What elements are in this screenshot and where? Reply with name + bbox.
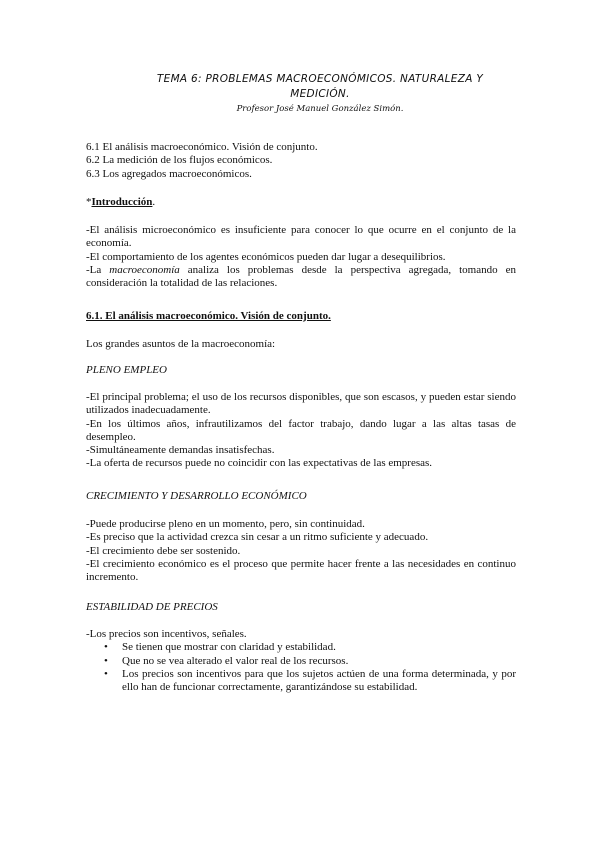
list-item: • Que no se vea alterado el valor real de los recursos.	[86, 655, 516, 668]
intro-p3-post: analiza los problemas desde la perspectiva agregada, tomando en consideración la totalidad de las relaciones.	[86, 263, 516, 290]
crecimiento-paragraph: -Puede producirse pleno en un momento, pero, sin continuidad.	[86, 518, 365, 530]
toc-item: 6.2 La medición de los flujos económicos.	[86, 154, 273, 167]
table-of-contents	[86, 141, 516, 181]
section-6-1-title: 6.1. El análisis macroeconómico. Visión de conjunto.	[86, 310, 331, 322]
list-item: • Los precios son incentivos para que los sujetos actúen de una forma determinada, y por ello han de funcionar correctamente, garantizándose su estabilidad.	[86, 668, 516, 695]
document-author: Profesor José Manuel González Simón.	[236, 104, 404, 114]
crecimiento-heading: CRECIMIENTO Y DESARROLLO ECONÓMICO	[86, 490, 307, 502]
estabilidad-paragraphs	[86, 628, 516, 694]
pleno-empleo-heading: PLENO EMPLEO	[86, 364, 167, 376]
pleno-paragraph: -En los últimos años, infrautilizamos del factor trabajo, dando lugar a las altas tasas de desempleo.	[86, 417, 516, 443]
list-item: • Se tienen que mostrar con claridad y estabilidad.	[86, 641, 516, 654]
intro-paragraph: -El análisis microeconómico es insuficiente para conocer lo que ocurre en el conjunto de la economía.	[86, 224, 516, 250]
intro-paragraph: -El comportamiento de los agentes económicos pueden dar lugar a desequilibrios.	[86, 250, 446, 263]
toc-item: 6.1 El análisis macroeconómico. Visión de conjunto.	[86, 141, 318, 153]
intro-period: .	[152, 196, 156, 208]
estabilidad-paragraph: -Los precios son incentivos, señales.	[86, 628, 247, 640]
pleno-paragraph: -Simultáneamente demandas insatisfechas.	[86, 444, 275, 457]
section-6-1-lead: Los grandes asuntos de la macroeconomía:	[86, 338, 276, 350]
pleno-paragraph: -La oferta de recursos puede no coincidir con las expectativas de las empresas.	[86, 457, 433, 470]
toc-item: 6.3 Los agregados macroeconómicos.	[86, 167, 252, 180]
crecimiento-paragraphs	[86, 518, 516, 584]
document-title-line1: TEMA 6: PROBLEMAS MACROECONÓMICOS. NATURALEZA Y	[156, 73, 484, 85]
intro-star: *	[86, 196, 92, 208]
crecimiento-paragraph: -El crecimiento debe ser sostenido.	[86, 544, 241, 557]
estabilidad-heading: ESTABILIDAD DE PRECIOS	[86, 601, 218, 613]
pleno-empleo-paragraphs	[86, 391, 516, 471]
intro-heading	[86, 196, 516, 209]
estabilidad-bullet-list	[86, 641, 516, 694]
crecimiento-paragraph: -Es preciso que la actividad crezca sin cesar a un ritmo suficiente y adecuado.	[86, 531, 429, 544]
crecimiento-paragraph: -El crecimiento económico es el proceso que permite hacer frente a las necesidades en continuo incremento.	[86, 557, 516, 584]
intro-p3-italic: macroeconomía	[109, 263, 180, 276]
intro-p3-pre: -La	[86, 263, 110, 276]
section-6-1-heading	[86, 310, 516, 323]
intro-heading-text: Introducción	[91, 196, 153, 208]
intro-paragraphs	[86, 224, 516, 290]
document-title-line2: MEDICIÓN.	[290, 88, 350, 100]
pleno-paragraph: -El principal problema; el uso de los recursos disponibles, que son escasos, y pueden estar siendo utilizados inadecuadamente.	[86, 391, 516, 417]
intro-paragraph	[86, 264, 516, 291]
